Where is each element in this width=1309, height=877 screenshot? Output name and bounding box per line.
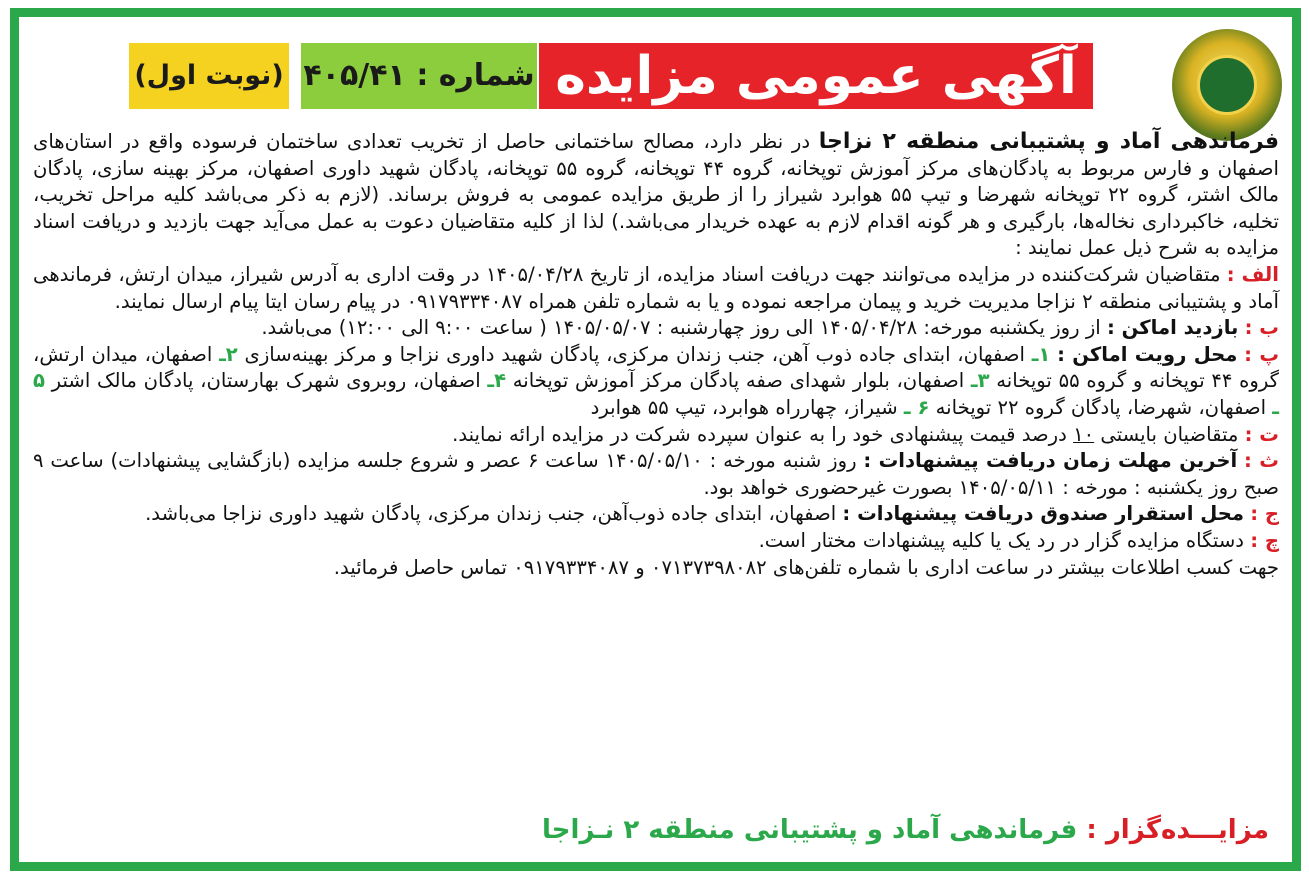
section-pe-title: محل رویت اماکن : — [1057, 342, 1238, 366]
notice-body — [33, 129, 1279, 581]
location-6-number: ۶ ـ — [903, 395, 930, 419]
auctioneer-line — [49, 810, 1269, 850]
auctioneer-label: مزایـــده‌گزار : — [1086, 815, 1269, 845]
section-te — [33, 422, 1279, 449]
section-se-title: آخرین مهلت زمان دریافت پیشنهادات : — [863, 449, 1238, 473]
section-pe-label: پ : — [1244, 342, 1280, 366]
organization-name: فرماندهی آماد و پشتیبانی منطقه ۲ نزاجا — [818, 129, 1279, 154]
section-jim — [33, 501, 1279, 528]
section-che-label: چ : — [1250, 528, 1279, 552]
contact-line: جهت کسب اطلاعات بیشتر در ساعت اداری با شماره تلفن‌های ۰۷۱۳۷۳۹۸۰۸۲ و ۰۹۱۷۹۳۳۴۰۸۷ تماس حاصل فرمائید. — [333, 555, 1279, 579]
notice-header — [19, 17, 1292, 129]
section-che-text: دستگاه مزایده گزار در رد یک یا کلیه پیشنهادات مختار است. — [758, 528, 1244, 552]
army-emblem-icon — [1172, 29, 1282, 141]
section-te-label: ت : — [1244, 422, 1279, 446]
emblem-center — [1197, 55, 1257, 115]
section-alef-label: الف : — [1226, 262, 1279, 286]
section-se — [33, 448, 1279, 501]
section-be-label: ب : — [1244, 316, 1279, 340]
location-1-text: اصفهان، ابتدای جاده ذوب آهن، جنب زندان مرکزی، پادگان شهید داوری نزاجا و مرکز بهینه‌سازی — [244, 342, 1025, 366]
section-te-text-a: متقاضیان بایستی — [1100, 422, 1239, 446]
location-3-text: اصفهان، بلوار شهدای صفه پادگان مرکز آموزش توپخانه — [512, 369, 965, 393]
section-te-text-b: درصد قیمت پیشنهادی خود را به عنوان سپرده شرکت در مزایده ارائه نمایند. — [452, 422, 1067, 446]
section-alef-text: متقاضیان شرکت‌کننده در مزایده می‌توانند جهت دریافت اسناد مزایده، از تاریخ ۱۴۰۵/۰۴/۲۸ در وقت اداری به آدرس شیراز، میدان ارتش، فرماندهی آماد و پشتیبانی منطقه ۲ نزاجا مدیریت خرید و پیمان مراجعه نموده و یا به شماره تلفن همراه ۰۹۱۷۹۳۳۴۰۸۷ در پیام رسان ایتا پیام ارسال نمایند. — [33, 262, 1279, 313]
location-3-number: ۳ـ — [970, 369, 990, 393]
section-be — [33, 315, 1279, 342]
location-4-number: ۴ـ — [487, 369, 507, 393]
location-6-text: شیراز، چهارراه هوابرد، تیپ ۵۵ هوابرد — [590, 395, 898, 419]
location-4-text: اصفهان، روبروی شهرک بهارستان، پادگان مالک اشتر — [51, 369, 481, 393]
location-5-number: ۵ ـ — [33, 369, 1279, 419]
location-2-number: ۲ـ — [219, 342, 238, 366]
intro-text: در نظر دارد، مصالح ساختمانی حاصل از تخریب تعدادی ساختمان فرسوده واقع در استان‌های اصفهان و فارس مربوط به پادگان‌های مرکز آموزش توپخانه، گروه ۴۴ توپخانه، گروه ۵۵ توپخانه، پادگان شهید داوری اصفهان، مرکز بهینه سازی، پادگان مالک اشتر، گروه ۲۲ توپخانه شهرضا و تیپ ۵۵ هوابرد شیراز را از طریق مزایده عمومی به فروش برساند. (لازم به ذکر می‌باشد کلیه مراحل تخریب، تخلیه، خاکبرداری نخاله‌ها، بارگیری و هر گونه اقدام لازم به عهده خریدار می‌باشد.) لذا از کلیه متقاضیان دعوت به عمل می‌آید جهت بازدید و دریافت اسناد مزایده به شرح ذیل عمل نمایند : — [33, 130, 1280, 260]
section-se-label: ث : — [1244, 449, 1279, 473]
notice-round: (نوبت اول) — [129, 43, 289, 109]
notice-title: آگهی عمومی مزایده — [539, 43, 1093, 109]
auctioneer-name: فرماندهی آماد و پشتیبانی منطقه ۲ نـزاجا — [542, 815, 1078, 845]
location-5-text: اصفهان، شهرضا، پادگان گروه ۲۲ توپخانه — [935, 395, 1267, 419]
deposit-percent: ۱۰ — [1073, 422, 1095, 446]
section-be-title: بازدید اماکن : — [1106, 316, 1239, 340]
section-che — [33, 528, 1279, 555]
section-se-text: روز شنبه مورخه : ۱۴۰۵/۰۵/۱۰ ساعت ۶ عصر و شروع جلسه مزایده (بازگشایی پیشنهادات) ساعت ۹ صبح روز یکشنبه : مورخه : ۱۴۰۵/۰۵/۱۱ بصورت غیرحضوری خواهد بود. — [33, 449, 1279, 499]
section-jim-text: اصفهان، ابتدای جاده ذوب‌آهن، جنب زندان مرکزی، پادگان شهید داوری نزاجا می‌باشد. — [145, 502, 837, 526]
section-alef — [33, 262, 1279, 315]
section-be-text: از روز یکشنبه مورخه: ۱۴۰۵/۰۴/۲۸ الی روز چهارشنبه : ۱۴۰۵/۰۵/۰۷ ( ساعت ۹:۰۰ الی ۱۲:۰۰) می‌باشد. — [261, 316, 1101, 340]
intro-paragraph — [33, 129, 1279, 262]
section-pe — [33, 342, 1279, 422]
section-jim-label: ج : — [1250, 502, 1279, 526]
location-1-number: ۱ـ — [1031, 342, 1051, 366]
location-2-text: اصفهان، میدان ارتش، گروه ۴۴ توپخانه و گروه ۵۵ توپخانه — [33, 342, 1279, 393]
notice-frame — [10, 8, 1301, 871]
notice-number: شماره : ۴۰۵/۴۱ — [301, 43, 537, 109]
section-jim-title: محل استقرار صندوق دریافت پیشنهادات : — [842, 502, 1244, 526]
